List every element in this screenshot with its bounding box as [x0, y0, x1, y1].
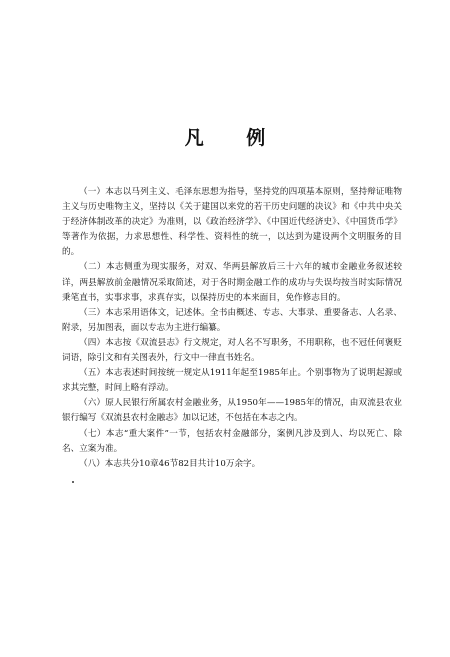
paragraph: （五）本志表述时间按统一规定从1911年起至1985年止。个别事物为了说明起源或求其完整，时间上略有浮动。: [62, 368, 402, 394]
paragraph: （二）本志侧重为现实服务，对双、华两县解放后三十六年的城市金融业务叙述较详，两县解放前金融情况采取简述，对于各时期金融工作的成功与失误均按当时实际情况秉笔直书，实事求事，求真存实，以保持历史的本来面目，免作修志目的。: [62, 262, 402, 303]
paragraph: （八）本志共分10章46节82目共计10万余字。: [79, 458, 261, 469]
paragraph: （一）本志以马列主义、毛泽东思想为指导，坚持党的四项基本原则，坚持辩证唯物主义与历史唯物主义，坚持以《关于建国以来党的若干历史问题的决议》和《中共中央关于经济体制改革的决定》为准则，以《政治经济学》、《中国近代经济史》、《中国货币学》等著作为依据，力求思想性、科学性、资料性的统一，以达到为建设两个文明服务的目的。: [62, 187, 402, 258]
paragraph: （六）原人民银行所属农村金融业务，从1950年——1985年的情况，由双流县农业银行编写《双流县农村金融志》加以记述，不包括在本志之内。: [62, 398, 402, 424]
paragraph: （三）本志采用语体文，记述体。全书由概述、专志、大事录、重要备志、人名录、附录，另加图表，面以专志为主进行编纂。: [62, 307, 402, 333]
paragraph: （四）本志按《双流县志》行文规定，对人名不写职务，不用职称，也不冠任何褒贬词语，除引文和有关图表外，行文中一律直书姓名。: [62, 337, 402, 364]
scan-speck: [72, 481, 74, 483]
body-text: [62, 185, 402, 472]
paragraph: （七）本志“重大案件”一节，包括农村金融部分，案例凡涉及到人、均以死亡、除名、立案为准。: [62, 428, 402, 454]
page-title: 凡 例: [184, 127, 284, 149]
